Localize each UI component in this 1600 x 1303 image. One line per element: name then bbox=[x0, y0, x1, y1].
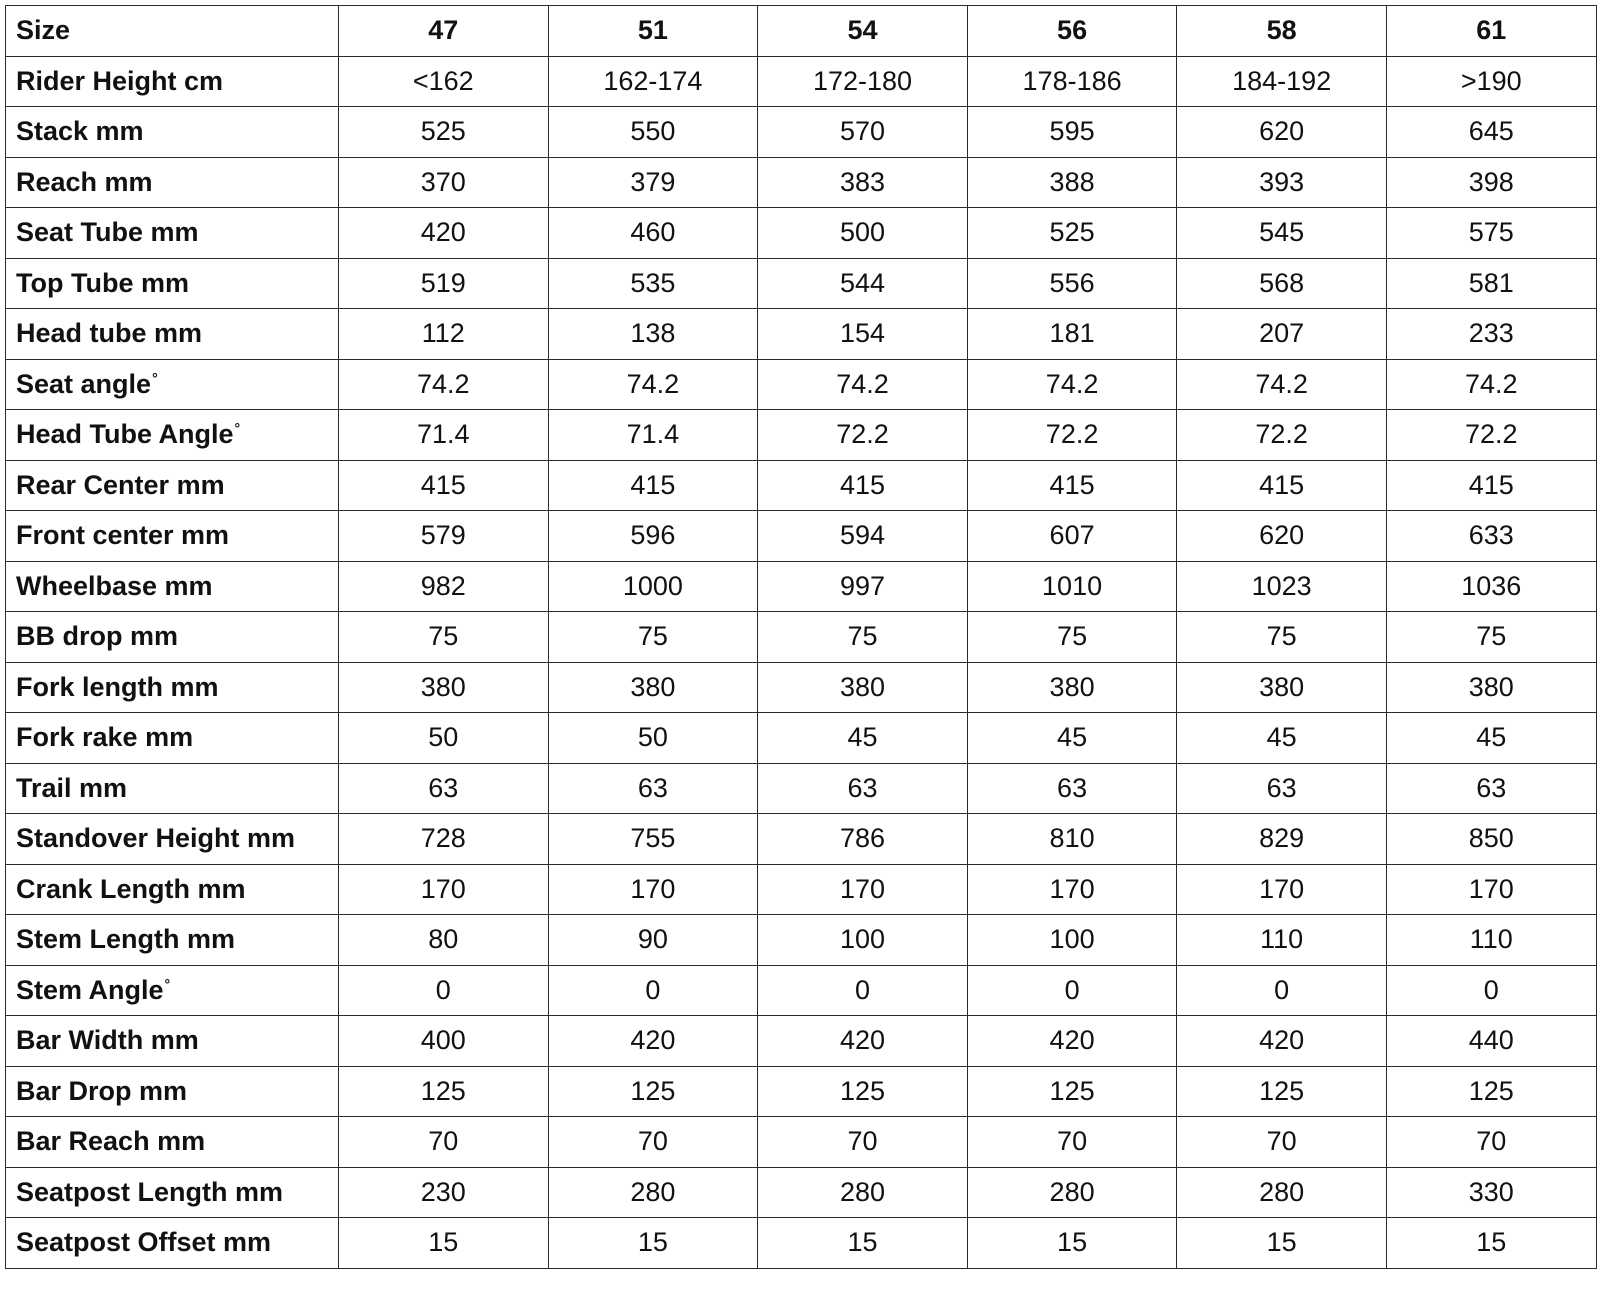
table-cell: 280 bbox=[548, 1167, 758, 1218]
row-label bbox=[6, 1066, 339, 1117]
row-label bbox=[6, 258, 339, 309]
table-cell: 50 bbox=[548, 713, 758, 764]
row-label bbox=[6, 662, 339, 713]
table-cell: 74.2 bbox=[1177, 359, 1387, 410]
table-row bbox=[6, 359, 1597, 410]
row-label bbox=[6, 561, 339, 612]
table-cell: 170 bbox=[758, 864, 968, 915]
table-cell: 110 bbox=[1386, 915, 1596, 966]
table-cell: 112 bbox=[339, 309, 549, 360]
table-cell: 415 bbox=[339, 460, 549, 511]
table-cell: 525 bbox=[339, 107, 549, 158]
table-cell: 75 bbox=[758, 612, 968, 663]
size-column-header: 47 bbox=[339, 6, 549, 57]
table-cell: 72.2 bbox=[1386, 410, 1596, 461]
table-cell: 100 bbox=[758, 915, 968, 966]
table-cell: 72.2 bbox=[967, 410, 1177, 461]
size-column-header: 56 bbox=[967, 6, 1177, 57]
table-cell: 596 bbox=[548, 511, 758, 562]
table-cell: 0 bbox=[1177, 965, 1387, 1016]
table-row bbox=[6, 713, 1597, 764]
row-label-text: Seat angle bbox=[16, 368, 152, 399]
table-cell: 125 bbox=[1177, 1066, 1387, 1117]
row-label bbox=[6, 208, 339, 259]
table-cell: 380 bbox=[339, 662, 549, 713]
row-label-text: Bar Width mm bbox=[16, 1025, 199, 1056]
table-cell: 181 bbox=[967, 309, 1177, 360]
table-cell: 388 bbox=[967, 157, 1177, 208]
table-cell: 170 bbox=[1177, 864, 1387, 915]
table-cell: 110 bbox=[1177, 915, 1387, 966]
table-cell: 500 bbox=[758, 208, 968, 259]
table-cell: 575 bbox=[1386, 208, 1596, 259]
row-label bbox=[6, 359, 339, 410]
table-cell: 15 bbox=[1386, 1218, 1596, 1269]
table-cell: 829 bbox=[1177, 814, 1387, 865]
row-label-text: Seatpost Length mm bbox=[16, 1176, 284, 1207]
table-cell: 74.2 bbox=[758, 359, 968, 410]
table-row bbox=[6, 763, 1597, 814]
table-cell: 383 bbox=[758, 157, 968, 208]
table-cell: 0 bbox=[339, 965, 549, 1016]
table-cell: 0 bbox=[548, 965, 758, 1016]
table-row bbox=[6, 1218, 1597, 1269]
table-cell: <162 bbox=[339, 56, 549, 107]
table-body bbox=[6, 56, 1597, 1268]
table-row bbox=[6, 814, 1597, 865]
table-cell: 233 bbox=[1386, 309, 1596, 360]
table-cell: 420 bbox=[758, 1016, 968, 1067]
table-row bbox=[6, 864, 1597, 915]
table-cell: 45 bbox=[1386, 713, 1596, 764]
table-cell: 72.2 bbox=[1177, 410, 1387, 461]
table-cell: 379 bbox=[548, 157, 758, 208]
table-cell: 545 bbox=[1177, 208, 1387, 259]
table-cell: 70 bbox=[967, 1117, 1177, 1168]
table-cell: 63 bbox=[967, 763, 1177, 814]
table-cell: 415 bbox=[1177, 460, 1387, 511]
table-cell: 230 bbox=[339, 1167, 549, 1218]
table-cell: 982 bbox=[339, 561, 549, 612]
table-row bbox=[6, 1066, 1597, 1117]
table-cell: 420 bbox=[967, 1016, 1177, 1067]
table-row bbox=[6, 511, 1597, 562]
table-row bbox=[6, 1167, 1597, 1218]
table-cell: 420 bbox=[548, 1016, 758, 1067]
row-label-text: Front center mm bbox=[16, 520, 230, 551]
table-cell: 15 bbox=[967, 1218, 1177, 1269]
row-label-text: Head tube mm bbox=[16, 318, 203, 349]
row-label bbox=[6, 814, 339, 865]
table-header bbox=[6, 6, 1597, 57]
table-cell: 420 bbox=[1177, 1016, 1387, 1067]
size-column-header: 58 bbox=[1177, 6, 1387, 57]
table-cell: 0 bbox=[967, 965, 1177, 1016]
row-label-text: Stack mm bbox=[16, 116, 144, 147]
table-cell: 595 bbox=[967, 107, 1177, 158]
table-cell: 393 bbox=[1177, 157, 1387, 208]
table-cell: 550 bbox=[548, 107, 758, 158]
row-label bbox=[6, 713, 339, 764]
table-cell: 71.4 bbox=[339, 410, 549, 461]
size-column-header: 51 bbox=[548, 6, 758, 57]
table-cell: 15 bbox=[548, 1218, 758, 1269]
table-cell: 75 bbox=[1386, 612, 1596, 663]
table-cell: 70 bbox=[548, 1117, 758, 1168]
table-cell: 400 bbox=[339, 1016, 549, 1067]
table-cell: 170 bbox=[1386, 864, 1596, 915]
table-row bbox=[6, 258, 1597, 309]
row-label bbox=[6, 612, 339, 663]
row-label-text: Stem Length mm bbox=[16, 924, 236, 955]
table-cell: 544 bbox=[758, 258, 968, 309]
table-cell: >190 bbox=[1386, 56, 1596, 107]
row-label-text: Seat Tube mm bbox=[16, 217, 199, 248]
row-label bbox=[6, 763, 339, 814]
table-cell: 75 bbox=[967, 612, 1177, 663]
size-column-header: 54 bbox=[758, 6, 968, 57]
table-cell: 607 bbox=[967, 511, 1177, 562]
table-cell: 755 bbox=[548, 814, 758, 865]
table-cell: 380 bbox=[1177, 662, 1387, 713]
table-row bbox=[6, 107, 1597, 158]
table-cell: 581 bbox=[1386, 258, 1596, 309]
table-cell: 280 bbox=[758, 1167, 968, 1218]
table-cell: 45 bbox=[967, 713, 1177, 764]
table-cell: 1036 bbox=[1386, 561, 1596, 612]
table-row bbox=[6, 56, 1597, 107]
table-cell: 370 bbox=[339, 157, 549, 208]
row-label-text: Rider Height cm bbox=[16, 65, 224, 96]
table-cell: 125 bbox=[758, 1066, 968, 1117]
table-cell: 633 bbox=[1386, 511, 1596, 562]
degree-symbol: ° bbox=[234, 420, 241, 437]
table-cell: 786 bbox=[758, 814, 968, 865]
row-label bbox=[6, 107, 339, 158]
table-cell: 75 bbox=[339, 612, 549, 663]
table-cell: 170 bbox=[339, 864, 549, 915]
row-label-text: Fork rake mm bbox=[16, 722, 194, 753]
table-cell: 45 bbox=[758, 713, 968, 764]
table-cell: 178-186 bbox=[967, 56, 1177, 107]
table-cell: 45 bbox=[1177, 713, 1387, 764]
table-row bbox=[6, 561, 1597, 612]
table-cell: 280 bbox=[1177, 1167, 1387, 1218]
table-cell: 850 bbox=[1386, 814, 1596, 865]
table-cell: 380 bbox=[967, 662, 1177, 713]
table-cell: 556 bbox=[967, 258, 1177, 309]
table-cell: 460 bbox=[548, 208, 758, 259]
table-cell: 63 bbox=[1177, 763, 1387, 814]
row-label bbox=[6, 511, 339, 562]
table-cell: 810 bbox=[967, 814, 1177, 865]
table-cell: 63 bbox=[758, 763, 968, 814]
row-label bbox=[6, 1218, 339, 1269]
table-cell: 15 bbox=[758, 1218, 968, 1269]
size-column-header: 61 bbox=[1386, 6, 1596, 57]
table-cell: 70 bbox=[1386, 1117, 1596, 1168]
table-cell: 170 bbox=[548, 864, 758, 915]
row-label bbox=[6, 157, 339, 208]
table-cell: 620 bbox=[1177, 511, 1387, 562]
row-label bbox=[6, 460, 339, 511]
degree-symbol: ° bbox=[164, 975, 171, 992]
row-label-text: Head Tube Angle bbox=[16, 419, 234, 450]
table-cell: 90 bbox=[548, 915, 758, 966]
table-cell: 645 bbox=[1386, 107, 1596, 158]
row-label bbox=[6, 915, 339, 966]
row-label bbox=[6, 56, 339, 107]
table-row bbox=[6, 208, 1597, 259]
table-row bbox=[6, 662, 1597, 713]
table-cell: 728 bbox=[339, 814, 549, 865]
table-cell: 579 bbox=[339, 511, 549, 562]
row-label-text: Crank Length mm bbox=[16, 873, 246, 904]
table-row bbox=[6, 309, 1597, 360]
table-cell: 570 bbox=[758, 107, 968, 158]
table-cell: 568 bbox=[1177, 258, 1387, 309]
table-cell: 1010 bbox=[967, 561, 1177, 612]
table-row bbox=[6, 460, 1597, 511]
row-label bbox=[6, 1117, 339, 1168]
row-label-text: Stem Angle bbox=[16, 974, 164, 1005]
table-cell: 15 bbox=[339, 1218, 549, 1269]
table-cell: 75 bbox=[1177, 612, 1387, 663]
table-cell: 138 bbox=[548, 309, 758, 360]
table-cell: 15 bbox=[1177, 1218, 1387, 1269]
table-cell: 162-174 bbox=[548, 56, 758, 107]
table-cell: 380 bbox=[548, 662, 758, 713]
row-label-text: BB drop mm bbox=[16, 621, 178, 652]
row-label bbox=[6, 864, 339, 915]
row-label-text: Standover Height mm bbox=[16, 823, 296, 854]
row-label-text: Reach mm bbox=[16, 166, 153, 197]
table-cell: 74.2 bbox=[339, 359, 549, 410]
table-cell: 125 bbox=[339, 1066, 549, 1117]
table-cell: 170 bbox=[967, 864, 1177, 915]
table-cell: 1023 bbox=[1177, 561, 1387, 612]
table-cell: 380 bbox=[1386, 662, 1596, 713]
table-cell: 172-180 bbox=[758, 56, 968, 107]
table-cell: 70 bbox=[1177, 1117, 1387, 1168]
row-label bbox=[6, 965, 339, 1016]
table-cell: 72.2 bbox=[758, 410, 968, 461]
table-cell: 70 bbox=[758, 1117, 968, 1168]
table-cell: 71.4 bbox=[548, 410, 758, 461]
table-cell: 50 bbox=[339, 713, 549, 764]
table-cell: 0 bbox=[758, 965, 968, 1016]
table-cell: 0 bbox=[1386, 965, 1596, 1016]
table-cell: 125 bbox=[548, 1066, 758, 1117]
table-cell: 154 bbox=[758, 309, 968, 360]
table-cell: 125 bbox=[967, 1066, 1177, 1117]
row-label-text: Wheelbase mm bbox=[16, 570, 213, 601]
table-cell: 398 bbox=[1386, 157, 1596, 208]
row-label-text: Rear Center mm bbox=[16, 469, 225, 500]
table-cell: 100 bbox=[967, 915, 1177, 966]
table-cell: 415 bbox=[758, 460, 968, 511]
header-row bbox=[6, 6, 1597, 57]
geometry-table bbox=[5, 5, 1597, 1269]
table-row bbox=[6, 1016, 1597, 1067]
table-cell: 63 bbox=[339, 763, 549, 814]
table-cell: 207 bbox=[1177, 309, 1387, 360]
row-label bbox=[6, 1167, 339, 1218]
degree-symbol: ° bbox=[152, 369, 158, 386]
row-label-text: Top Tube mm bbox=[16, 267, 189, 298]
table-row bbox=[6, 157, 1597, 208]
row-label-text: Trail mm bbox=[16, 772, 128, 803]
table-cell: 63 bbox=[548, 763, 758, 814]
table-cell: 620 bbox=[1177, 107, 1387, 158]
table-cell: 75 bbox=[548, 612, 758, 663]
table-cell: 330 bbox=[1386, 1167, 1596, 1218]
table-row bbox=[6, 915, 1597, 966]
table-cell: 519 bbox=[339, 258, 549, 309]
table-row bbox=[6, 965, 1597, 1016]
table-cell: 80 bbox=[339, 915, 549, 966]
table-cell: 415 bbox=[1386, 460, 1596, 511]
table-cell: 1000 bbox=[548, 561, 758, 612]
table-cell: 420 bbox=[339, 208, 549, 259]
table-cell: 380 bbox=[758, 662, 968, 713]
table-cell: 525 bbox=[967, 208, 1177, 259]
table-cell: 594 bbox=[758, 511, 968, 562]
table-cell: 74.2 bbox=[1386, 359, 1596, 410]
row-label bbox=[6, 1016, 339, 1067]
table-row bbox=[6, 612, 1597, 663]
table-cell: 74.2 bbox=[967, 359, 1177, 410]
row-label bbox=[6, 309, 339, 360]
table-cell: 415 bbox=[967, 460, 1177, 511]
table-cell: 63 bbox=[1386, 763, 1596, 814]
table-cell: 184-192 bbox=[1177, 56, 1387, 107]
table-cell: 535 bbox=[548, 258, 758, 309]
row-label-text: Seatpost Offset mm bbox=[16, 1227, 272, 1258]
size-header-label: Size bbox=[6, 6, 339, 57]
row-label-text: Bar Reach mm bbox=[16, 1126, 206, 1157]
table-cell: 74.2 bbox=[548, 359, 758, 410]
row-label bbox=[6, 410, 339, 461]
table-cell: 125 bbox=[1386, 1066, 1596, 1117]
table-row bbox=[6, 410, 1597, 461]
table-row bbox=[6, 1117, 1597, 1168]
table-cell: 997 bbox=[758, 561, 968, 612]
row-label-text: Fork length mm bbox=[16, 671, 219, 702]
table-cell: 440 bbox=[1386, 1016, 1596, 1067]
table-cell: 280 bbox=[967, 1167, 1177, 1218]
table-cell: 70 bbox=[339, 1117, 549, 1168]
table-cell: 415 bbox=[548, 460, 758, 511]
row-label-text: Bar Drop mm bbox=[16, 1075, 188, 1106]
